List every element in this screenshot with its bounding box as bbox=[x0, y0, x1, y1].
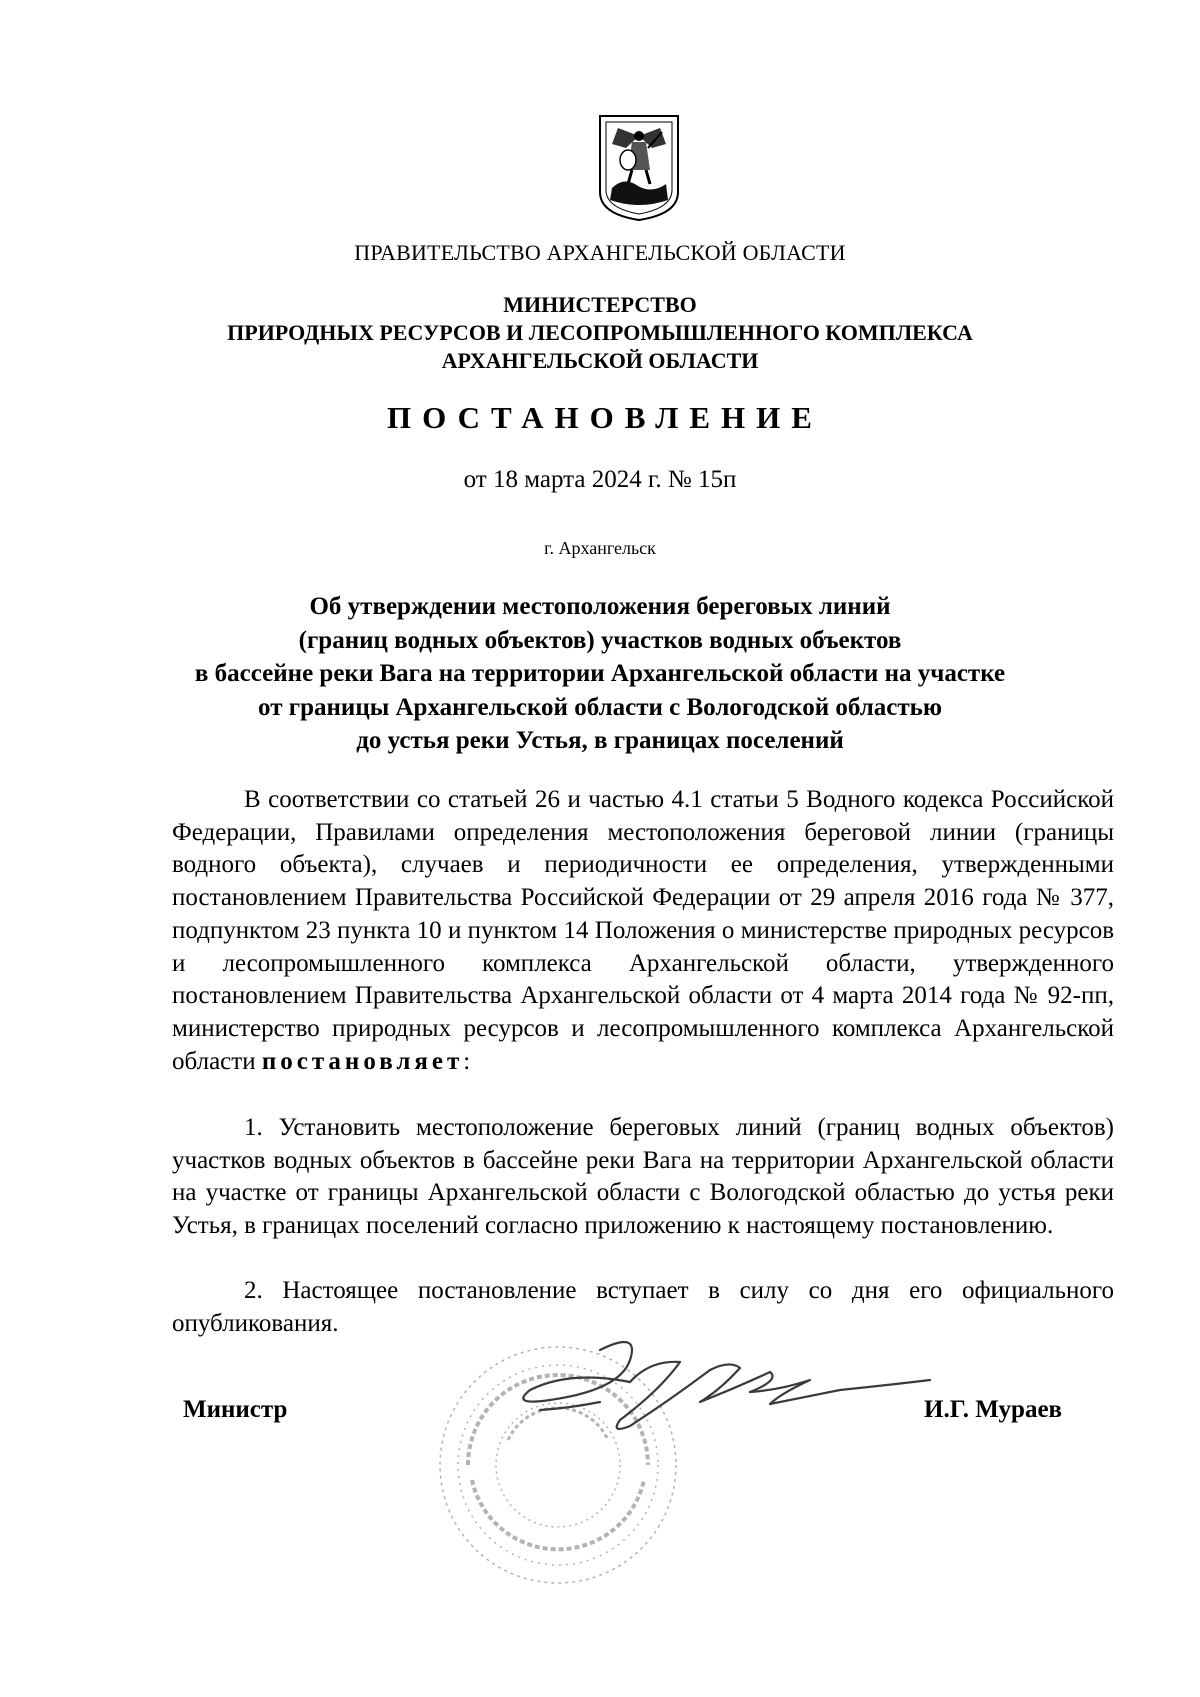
document-date-number: от 18 марта 2024 г. № 15п bbox=[463, 466, 737, 493]
government-name: ПРАВИТЕЛЬСТВО АРХАНГЕЛЬСКОЙ ОБЛАСТИ bbox=[354, 240, 846, 265]
title-line: от границы Архангельской области с Вологодской областью bbox=[258, 693, 942, 721]
preamble-text: В соответствии со статьей 26 и частью 4.1 статьи 5 Водного кодекса Российской Федерации, Правилами определения местоположения береговой линии (границы водного объекта), случаев и периодичности ее определения, утвержденными постановлением Правительства Российской Федерации от 29 апреля 2016 года № 377, подпунктом 23 пункта 10 и пунктом 14 Положения о министерстве природных ресурсов и лесопромышленного комплекса Архангельской области, утвержденного постановлением Правительства Архангельской области от 4 марта 2014 года № 92-пп, министерство природных ресурсов и лесопромышленного комплекса Архангельской области bbox=[172, 786, 1114, 1075]
title-line: (границ водных объектов) участков водных объектов bbox=[298, 626, 902, 654]
signatory-role: Министр bbox=[183, 1396, 288, 1423]
document-title bbox=[0, 590, 1200, 758]
item-2-text: 2. Настоящее постановление вступает в силу со дня его официального опубликования. bbox=[172, 1277, 1114, 1337]
ministry-name bbox=[0, 291, 1200, 375]
ministry-line: АРХАНГЕЛЬСКОЙ ОБЛАСТИ bbox=[441, 348, 759, 373]
document-type: ПОСТАНОВЛЕНИЕ bbox=[387, 400, 823, 435]
document-city: г. Архангельск bbox=[544, 538, 656, 558]
title-line: Об утверждении местоположения береговых линий bbox=[309, 593, 891, 620]
item-1-text: 1. Установить местоположение береговых линий (границ водных объектов) участков водных объектов в бассейне реки Вага на территории Архангельской области на участке от границы Архангельской области с Вологодской областью до устья реки Устья, в границах поселений согласно приложению к настоящему постановлению. bbox=[172, 1114, 1114, 1240]
ministry-line: ПРИРОДНЫХ РЕСУРСОВ И ЛЕСОПРОМЫШЛЕННОГО КОМПЛЕКСА bbox=[227, 320, 973, 345]
resolves-word: постановляет bbox=[261, 1047, 464, 1075]
title-line: в бассейне реки Вага на территории Архангельской области на участке bbox=[194, 660, 1006, 687]
resolves-suffix: : bbox=[463, 1047, 471, 1075]
item-1-paragraph bbox=[172, 1112, 1114, 1243]
preamble-paragraph bbox=[172, 784, 1114, 1078]
ministry-line: МИНИСТЕРСТВО bbox=[503, 292, 697, 317]
handwritten-signature-icon bbox=[480, 1330, 940, 1450]
signatory-name: И.Г. Мураев bbox=[924, 1396, 1063, 1423]
title-line: до устья реки Устья, в границах поселений bbox=[356, 727, 844, 754]
coat-of-arms-icon bbox=[598, 114, 680, 222]
